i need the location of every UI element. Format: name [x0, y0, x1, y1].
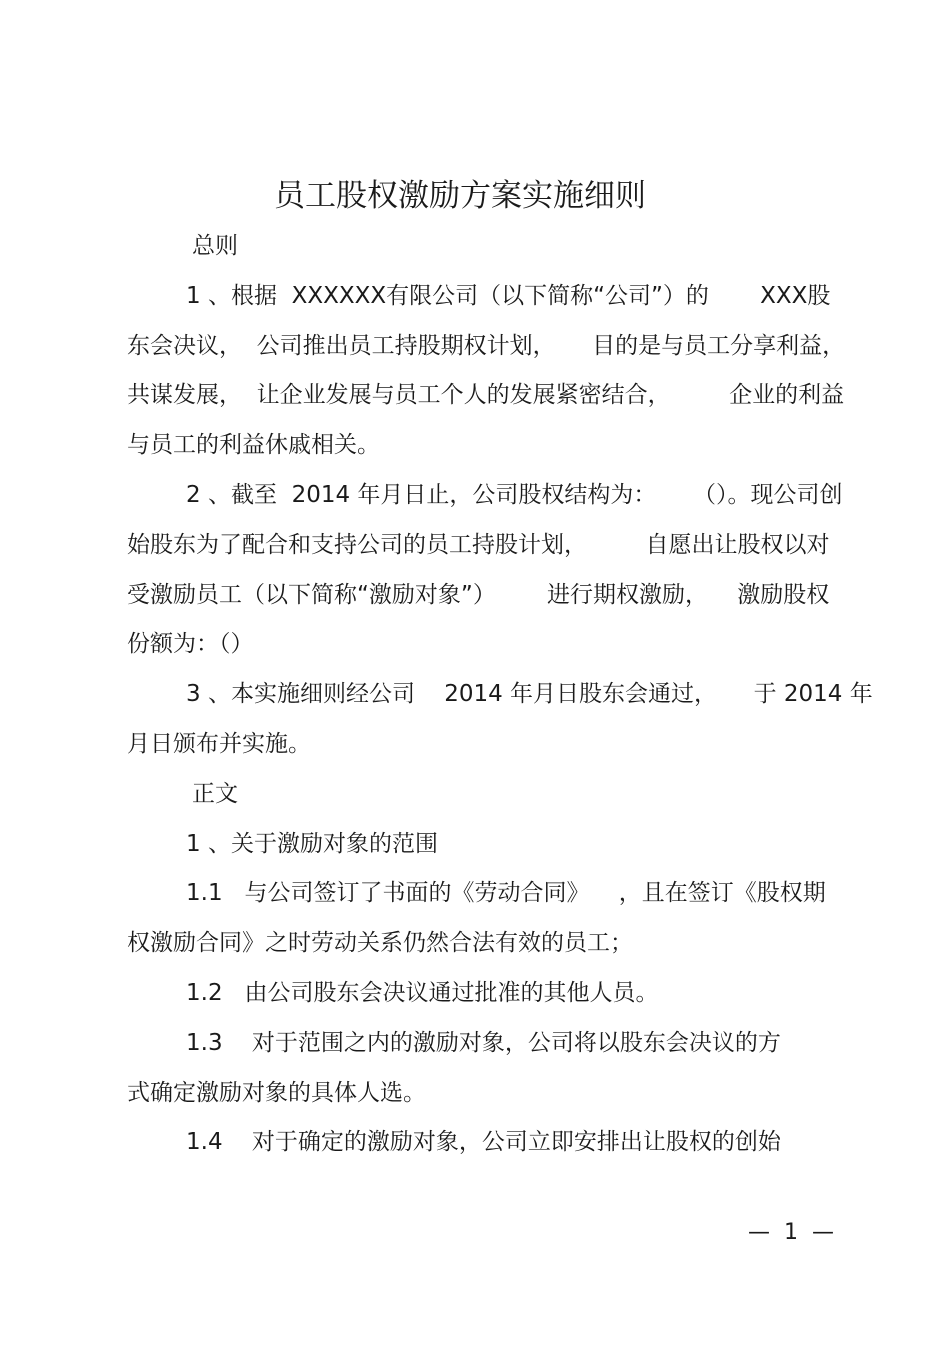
paragraph-line: 始股东为了配合和支持公司的员工持股计划， 自愿出让股权以对	[127, 532, 830, 558]
paragraph-line: 1.1 与公司签订了书面的《劳动合同》 ，且在签订《股权期	[186, 880, 826, 906]
paragraph-line: 1.4 对于确定的激励对象，公司立即安排出让股权的创始	[186, 1129, 781, 1155]
paragraph-line: 东会决议， 公司推出员工持股期权计划， 目的是与员工分享利益，	[127, 333, 846, 359]
paragraph-line: 份额为：（）	[127, 631, 254, 657]
paragraph-line: 1 、关于激励对象的范围	[186, 831, 438, 857]
paragraph-line: 受激励员工（以下简称“激励对象”） 进行期权激励， 激励股权	[127, 582, 830, 608]
document-title: 员工股权激励方案实施细则	[274, 178, 646, 214]
section-heading-general: 总则	[192, 233, 238, 259]
page-number: — 1 —	[748, 1220, 834, 1245]
paragraph-line: 权激励合同》之时劳动关系仍然合法有效的员工；	[127, 930, 633, 956]
paragraph-line: 月日颁布并实施。	[127, 731, 311, 757]
paragraph-line: 1.2 由公司股东会决议通过批准的其他人员。	[186, 980, 659, 1006]
paragraph-line: 共谋发展， 让企业发展与员工个人的发展紧密结合， 企业的利益	[127, 382, 845, 408]
paragraph-line: 1.3 对于范围之内的激励对象，公司将以股东会决议的方	[186, 1030, 781, 1056]
section-heading-body: 正文	[192, 781, 238, 807]
paragraph-line: 与员工的利益休戚相关。	[127, 432, 380, 458]
paragraph-line: 2 、截至 2014 年月日止，公司股权结构为： （）。现公司创	[186, 482, 843, 508]
paragraph-line: 式确定激励对象的具体人选。	[127, 1080, 426, 1106]
paragraph-line: 3 、本实施细则经公司 2014 年月日股东会通过， 于 2014 年	[186, 681, 873, 707]
paragraph-line: 1 、根据 XXXXXX有限公司（以下简称“公司”）的 XXX股	[186, 283, 831, 309]
